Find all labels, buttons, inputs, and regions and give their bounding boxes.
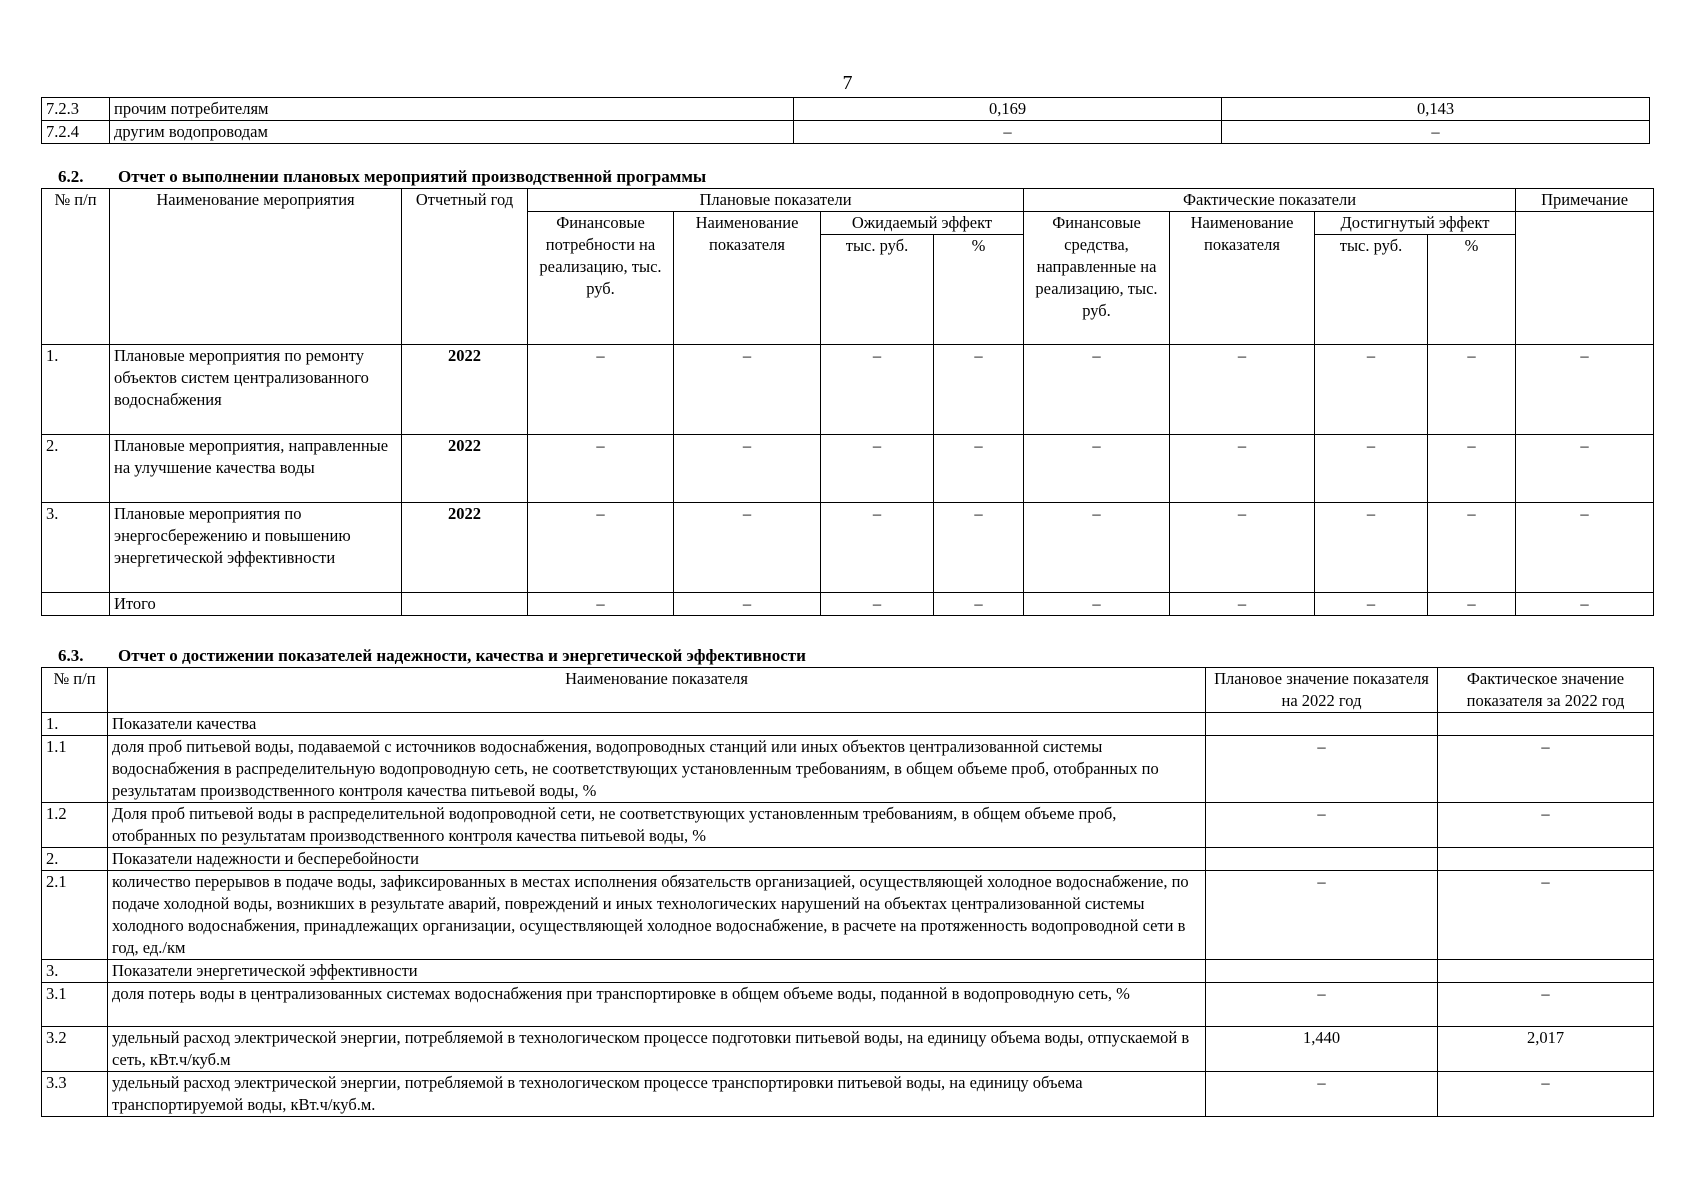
table-row: [42, 345, 1654, 435]
row-value-1: –: [794, 121, 1222, 144]
row-number: 1.1: [42, 736, 108, 803]
cell-value: –: [821, 345, 934, 435]
cell-value: –: [1516, 345, 1654, 435]
header-plan-effect: Ожидаемый эффект: [821, 212, 1024, 235]
cell-value: –: [674, 593, 821, 616]
row-fact: –: [1438, 803, 1654, 848]
cell-value: –: [1516, 593, 1654, 616]
table-row: [42, 98, 1650, 121]
cell-value: –: [1024, 435, 1170, 503]
cell-value: –: [934, 593, 1024, 616]
cell-value: –: [674, 345, 821, 435]
cell-value: –: [528, 435, 674, 503]
row-name: количество перерывов в подаче воды, зафиксированных в местах исполнения обязательств организацией, осуществляющей холодное водоснабжение, по подаче холодной воды, возникших в результате аварий, повреждений и иных технологических нарушений на объектах централизованной системы холодного водоснабжения, принадлежащих организации, осуществляющей холодное водоснабжение, в расчете на протяженность водопроводной сети в год, ед./км: [108, 871, 1206, 960]
row-plan: 1,440: [1206, 1027, 1438, 1072]
row-year: 2022: [402, 503, 528, 593]
section-6-3-heading: [58, 645, 806, 667]
total-label: Итого: [110, 593, 402, 616]
table-row-total: [42, 593, 1654, 616]
row-fact: –: [1438, 871, 1654, 960]
cell-value: –: [1428, 345, 1516, 435]
row-number: 2.1: [42, 871, 108, 960]
header-name: Наименование мероприятия: [110, 189, 402, 345]
cell-value: –: [1315, 435, 1428, 503]
cell-value: –: [934, 503, 1024, 593]
cell-value: –: [1428, 503, 1516, 593]
cell-value: –: [674, 435, 821, 503]
table-row: [42, 960, 1654, 983]
row-name: Плановые мероприятия по ремонту объектов систем централизованного водоснабжения: [110, 345, 402, 435]
table-row: [42, 848, 1654, 871]
header-plan: Плановое значение показателя на 2022 год: [1206, 668, 1438, 713]
row-name: другим водопроводам: [110, 121, 794, 144]
header-fact-thous-rub: тыс. руб.: [1315, 235, 1428, 345]
row-plan: [1206, 960, 1438, 983]
row-number: 1.: [42, 345, 110, 435]
row-name: доля потерь воды в централизованных системах водоснабжения при транспортировке в общем объеме воды, поданной в водопроводную сеть, %: [108, 983, 1206, 1027]
header-note: Примечание: [1516, 189, 1654, 212]
row-name: доля проб питьевой воды, подаваемой с источников водоснабжения, водопроводных станций или иных объектов централизованной системы водоснабжения в распределительную водопроводную сеть, не соответствующих установленным требованиям, в общем объеме проб, отобранных по результатам производственного контроля качества питьевой воды, %: [108, 736, 1206, 803]
header-plan-thous-rub: тыс. руб.: [821, 235, 934, 345]
table-row: [42, 1027, 1654, 1072]
row-plan: [1206, 848, 1438, 871]
row-number: 3.: [42, 503, 110, 593]
cell-value: –: [1428, 435, 1516, 503]
header-planned: Плановые показатели: [528, 189, 1024, 212]
row-name: Показатели надежности и бесперебойности: [108, 848, 1206, 871]
row-number: 3.2: [42, 1027, 108, 1072]
header-year: Отчетный год: [402, 189, 528, 345]
row-name: Показатели качества: [108, 713, 1206, 736]
row-name: Доля проб питьевой воды в распределительной водопроводной сети, не соответствующих установленным требованиям, в общем объеме проб, отобранных по результатам производственного контроля качества питьевой воды, %: [108, 803, 1206, 848]
row-name: Плановые мероприятия, направленные на улучшение качества воды: [110, 435, 402, 503]
table-row: [42, 983, 1654, 1027]
cell-value: –: [1170, 503, 1315, 593]
table-row: [42, 503, 1654, 593]
cell-value: –: [934, 435, 1024, 503]
row-name: Плановые мероприятия по энергосбережению и повышению энергетической эффективности: [110, 503, 402, 593]
cell-value: –: [528, 593, 674, 616]
table-row: [42, 713, 1654, 736]
row-fact: –: [1438, 1072, 1654, 1117]
row-value-2: 0,143: [1222, 98, 1650, 121]
section-6-2-heading: [58, 166, 706, 188]
cell-value: –: [1315, 345, 1428, 435]
row-name: удельный расход электрической энергии, потребляемой в технологическом процессе транспортировки питьевой воды, на единицу объема транспортируемой воды, кВт.ч/куб.м.: [108, 1072, 1206, 1117]
row-name: удельный расход электрической энергии, потребляемой в технологическом процессе подготовки питьевой воды, на единицу объема воды, отпускаемой в сеть, кВт.ч/куб.м: [108, 1027, 1206, 1072]
row-name: Показатели энергетической эффективности: [108, 960, 1206, 983]
row-number: 1.: [42, 713, 108, 736]
row-plan: –: [1206, 803, 1438, 848]
header-actual: Фактические показатели: [1024, 189, 1516, 212]
row-value-1: 0,169: [794, 98, 1222, 121]
row-name: прочим потребителям: [110, 98, 794, 121]
row-value-2: –: [1222, 121, 1650, 144]
row-fact: [1438, 848, 1654, 871]
header-fact-effect: Достигнутый эффект: [1315, 212, 1516, 235]
cell-value: –: [1170, 435, 1315, 503]
cell-value: –: [934, 345, 1024, 435]
cell-value: –: [1516, 435, 1654, 503]
table-row: [42, 803, 1654, 848]
header-note-blank: [1516, 212, 1654, 345]
cell-value: –: [821, 435, 934, 503]
cell-value: –: [674, 503, 821, 593]
header-fact-percent: %: [1428, 235, 1516, 345]
row-number: 7.2.4: [42, 121, 110, 144]
cell-value: –: [528, 503, 674, 593]
header-fact-fin: Финансовые средства, направленные на реализацию, тыс. руб.: [1024, 212, 1170, 345]
table-row: [42, 736, 1654, 803]
row-number: 2.: [42, 435, 110, 503]
row-number: 3.: [42, 960, 108, 983]
cell-value: –: [821, 503, 934, 593]
cell-value: –: [821, 593, 934, 616]
row-year: 2022: [402, 345, 528, 435]
cell-value: –: [1516, 503, 1654, 593]
row-plan: –: [1206, 983, 1438, 1027]
header-fact-indicator: Наименование показателя: [1170, 212, 1315, 345]
row-year: 2022: [402, 435, 528, 503]
section-title: Отчет о выполнении плановых мероприятий производственной программы: [118, 167, 707, 186]
header-name: Наименование показателя: [108, 668, 1206, 713]
row-plan: –: [1206, 736, 1438, 803]
section-title: Отчет о достижении показателей надежности, качества и энергетической эффективности: [118, 646, 806, 665]
table-row: [42, 435, 1654, 503]
cell-value: –: [1315, 593, 1428, 616]
row-number: 3.3: [42, 1072, 108, 1117]
page-number: 7: [842, 72, 853, 94]
row-plan: –: [1206, 871, 1438, 960]
cell-value: –: [1315, 503, 1428, 593]
cell-value: –: [1024, 503, 1170, 593]
table-row: [42, 121, 1650, 144]
cell-value: –: [1428, 593, 1516, 616]
cell-value: –: [528, 345, 674, 435]
row-fact: 2,017: [1438, 1027, 1654, 1072]
cell-value: –: [1024, 593, 1170, 616]
continuation-table: [41, 97, 1650, 144]
section-number: 6.3.: [58, 646, 84, 665]
row-fact: –: [1438, 983, 1654, 1027]
table-row: [42, 871, 1654, 960]
indicators-table: [41, 667, 1654, 1117]
planned-activities-table: [41, 188, 1654, 616]
cell-value: –: [1170, 593, 1315, 616]
cell-value: –: [1024, 345, 1170, 435]
header-num: № п/п: [42, 189, 110, 345]
row-number: 2.: [42, 848, 108, 871]
row-fact: [1438, 713, 1654, 736]
row-plan: [1206, 713, 1438, 736]
header-num: № п/п: [42, 668, 108, 713]
cell-value: –: [1170, 345, 1315, 435]
section-number: 6.2.: [58, 167, 84, 186]
header-plan-indicator: Наименование показателя: [674, 212, 821, 345]
header-plan-fin: Финансовые потребности на реализацию, тыс. руб.: [528, 212, 674, 345]
header-fact: Фактическое значение показателя за 2022 год: [1438, 668, 1654, 713]
row-number: 3.1: [42, 983, 108, 1027]
table-row: [42, 1072, 1654, 1117]
row-plan: –: [1206, 1072, 1438, 1117]
row-number: 1.2: [42, 803, 108, 848]
header-plan-percent: %: [934, 235, 1024, 345]
row-fact: –: [1438, 736, 1654, 803]
row-number: 7.2.3: [42, 98, 110, 121]
row-fact: [1438, 960, 1654, 983]
